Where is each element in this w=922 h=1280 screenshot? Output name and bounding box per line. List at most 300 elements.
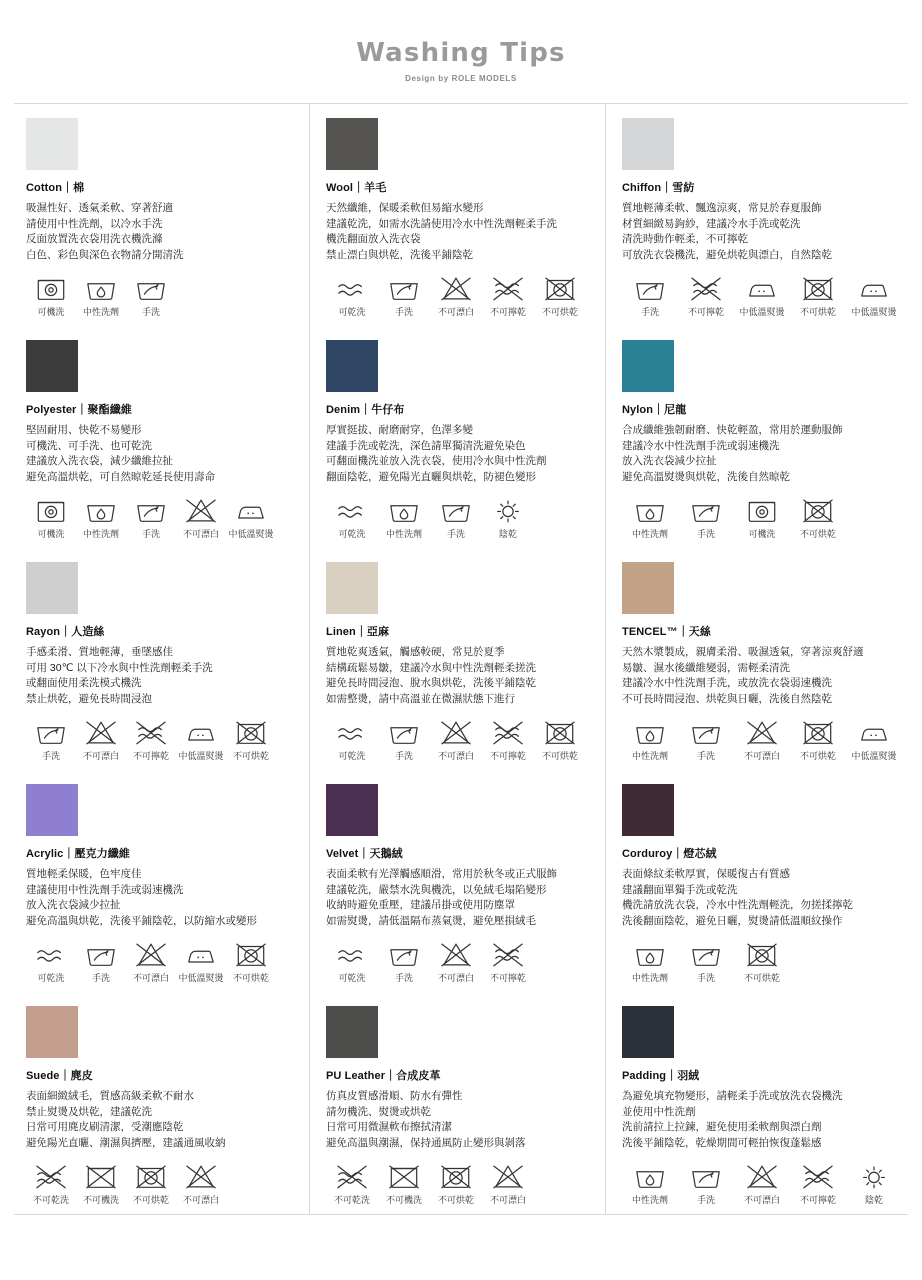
dry-clean-icon <box>336 719 368 746</box>
no-bleach-icon <box>185 1163 217 1190</box>
care-symbol-row <box>622 719 902 762</box>
care-symbol-label: 不可乾洗 <box>333 1195 370 1205</box>
fabric-card <box>326 548 595 770</box>
fabric-description <box>26 867 299 929</box>
description-line: 避免高溫與烘乾，洗後平鋪陰乾，以防縮水或變形 <box>26 914 257 927</box>
care-symbol-label: 不可烘乾 <box>132 1195 169 1205</box>
fabric-description <box>326 1089 595 1151</box>
care-symbol-label: 不可烘乾 <box>232 973 269 983</box>
fabric-description <box>326 645 595 707</box>
care-symbol-label: 不可烘乾 <box>541 307 578 317</box>
no-bleach-icon <box>85 719 117 746</box>
care-symbol-label: 不可擰乾 <box>489 751 526 761</box>
neutral-detergent-icon <box>634 719 666 746</box>
care-symbol-label: 中低溫熨燙 <box>851 307 897 317</box>
description-line: 建議放入洗衣袋，減少纖維拉扯 <box>26 455 173 467</box>
hand-wash-icon <box>634 275 666 302</box>
care-symbol-row <box>26 275 299 318</box>
description-line: 仿真皮質感滑順、防水有彈性 <box>326 1090 463 1102</box>
description-line: 避免陽光直曬、潮濕與擠壓，建議通風收納 <box>26 1136 226 1149</box>
fabric-swatch <box>26 340 78 392</box>
care-symbol-row <box>622 497 902 540</box>
no-bleach-icon <box>185 497 217 524</box>
fabric-description <box>26 1089 299 1151</box>
dry-clean-icon <box>336 941 368 968</box>
care-symbol-label: 不可乾洗 <box>32 1195 69 1205</box>
fabric-swatch <box>622 1006 674 1058</box>
no-machine-wash-icon <box>388 1163 420 1190</box>
description-line: 避免高溫烘乾，可自然晾乾延長使用壽命 <box>26 470 215 483</box>
care-symbol-row <box>26 941 299 984</box>
description-line: 洗後翻面陰乾，避免日曬，熨燙請低溫順紋操作 <box>622 914 843 927</box>
no-bleach-icon <box>440 275 472 302</box>
care-symbol-row <box>622 1163 902 1206</box>
no-tumble-icon <box>235 941 267 968</box>
care-symbol-label: 中低溫熨燙 <box>851 751 897 761</box>
care-symbol-label: 中性洗劑 <box>385 529 422 539</box>
fabric-description <box>26 201 299 263</box>
description-line: 手感柔滑、質地輕薄，垂墜感佳 <box>26 646 173 658</box>
fabric-name: Polyester｜聚酯纖維 <box>26 404 132 416</box>
fabric-swatch <box>26 118 78 170</box>
description-line: 建議冷水中性洗劑手洗，或放洗衣袋弱速機洗 <box>622 677 832 689</box>
care-symbol-label: 手洗 <box>696 973 715 983</box>
fabric-column-3 <box>606 104 908 1214</box>
no-tumble-icon <box>544 275 576 302</box>
description-line: 反面放置洗衣袋用洗衣機洗滌 <box>26 233 163 245</box>
care-symbol-label: 手洗 <box>640 307 659 317</box>
description-line: 如需整燙，請中高溫並在微濕狀態下進行 <box>326 692 515 705</box>
fabric-card <box>326 770 595 992</box>
care-symbol-label: 不可擰乾 <box>489 307 526 317</box>
description-line: 可放洗衣袋機洗，避免烘乾與漂白，自然陰乾 <box>622 248 832 261</box>
no-tumble-icon <box>135 1163 167 1190</box>
no-wring-icon <box>492 719 524 746</box>
care-symbol <box>378 941 430 984</box>
care-symbol <box>430 497 482 540</box>
care-symbol <box>790 1163 846 1206</box>
fabric-card <box>622 548 902 770</box>
care-symbol-label: 中性洗劑 <box>82 529 119 539</box>
iron-low-icon <box>858 275 890 302</box>
neutral-detergent-icon <box>388 497 420 524</box>
care-symbol <box>734 275 790 318</box>
description-line: 吸濕性好、透氣柔軟、穿著舒適 <box>26 202 173 214</box>
machine-wash-icon <box>35 275 67 302</box>
no-machine-wash-icon <box>85 1163 117 1190</box>
care-symbol <box>846 275 902 318</box>
shade-dry-icon <box>858 1163 890 1190</box>
fabric-card <box>622 104 902 326</box>
care-symbol-label: 手洗 <box>696 751 715 761</box>
fabric-description <box>26 645 299 707</box>
description-line: 厚實挺拔、耐磨耐穿，色澤多變 <box>326 424 473 436</box>
fabric-name: Velvet｜天鵝絨 <box>326 848 403 860</box>
care-symbol-label: 不可漂白 <box>437 307 474 317</box>
care-symbol <box>622 1163 678 1206</box>
care-symbol <box>790 275 846 318</box>
care-symbol <box>622 497 678 540</box>
fabric-card <box>326 104 595 326</box>
fabric-card <box>326 992 595 1214</box>
description-line: 表面柔軟有光澤觸感順滑，常用於秋冬或正式服飾 <box>326 868 557 880</box>
description-line: 白色、彩色與深色衣物請分開清洗 <box>26 248 184 261</box>
care-symbol <box>176 497 226 540</box>
care-symbol-label: 手洗 <box>696 1195 715 1205</box>
care-symbol <box>790 719 846 762</box>
care-symbol <box>176 1163 226 1206</box>
care-symbol-label: 手洗 <box>696 529 715 539</box>
description-line: 為避免填充物變形，請輕柔手洗或放洗衣袋機洗 <box>622 1090 843 1102</box>
care-symbol-label: 不可擰乾 <box>687 307 724 317</box>
no-bleach-icon <box>135 941 167 968</box>
fabric-swatch <box>326 118 378 170</box>
care-symbol-label: 中性洗劑 <box>631 529 668 539</box>
care-symbol-label: 手洗 <box>446 529 465 539</box>
care-symbol <box>126 497 176 540</box>
care-symbol-label: 可機洗 <box>37 529 65 539</box>
fabric-name: Denim｜牛仔布 <box>326 404 405 416</box>
hand-wash-icon <box>388 719 420 746</box>
description-line: 結構疏鬆易皺，建議冷水與中性洗劑輕柔搓洗 <box>326 661 536 674</box>
care-symbol-label: 手洗 <box>41 751 60 761</box>
fabric-swatch <box>326 784 378 836</box>
fabric-swatch <box>326 562 378 614</box>
hand-wash-icon <box>690 1163 722 1190</box>
care-symbol <box>482 1163 534 1206</box>
fabric-name: Linen｜亞麻 <box>326 626 390 638</box>
page-subtitle: Design by ROLE MODELS <box>405 74 517 83</box>
description-line: 洗前請拉上拉鍊，避免使用柔軟劑與漂白劑 <box>622 1121 822 1133</box>
iron-low-icon <box>746 275 778 302</box>
description-line: 表面細緻絨毛，質感高級柔軟不耐水 <box>26 1090 194 1102</box>
care-symbol-row <box>622 275 902 318</box>
fabric-card <box>26 770 299 992</box>
care-symbol-label: 手洗 <box>394 307 413 317</box>
care-symbol-row <box>326 719 595 762</box>
care-symbol <box>622 275 678 318</box>
description-line: 放入洗衣袋減少拉扯 <box>26 899 121 911</box>
description-line: 建議翻面單獨手洗或乾洗 <box>622 883 738 896</box>
care-symbol-label: 手洗 <box>91 973 110 983</box>
care-symbol-label: 不可擰乾 <box>489 973 526 983</box>
iron-low-icon <box>185 719 217 746</box>
neutral-detergent-icon <box>634 941 666 968</box>
dry-clean-icon <box>336 275 368 302</box>
description-line: 機洗請放洗衣袋，冷水中性洗劑輕洗，勿搓揉擰乾 <box>622 899 853 911</box>
care-symbol <box>790 497 846 540</box>
care-symbol <box>734 941 790 984</box>
neutral-detergent-icon <box>85 497 117 524</box>
fabric-name: Acrylic｜壓克力纖維 <box>26 848 130 860</box>
no-bleach-icon <box>440 719 472 746</box>
neutral-detergent-icon <box>634 1163 666 1190</box>
care-symbol <box>534 275 586 318</box>
description-line: 可機洗、可手洗、也可乾洗 <box>26 439 152 452</box>
fabric-swatch <box>622 784 674 836</box>
description-line: 機洗翻面放入洗衣袋 <box>326 233 421 245</box>
care-symbol <box>678 719 734 762</box>
care-symbol <box>378 719 430 762</box>
hand-wash-icon <box>135 275 167 302</box>
care-symbol <box>846 1163 902 1206</box>
hand-wash-icon <box>388 275 420 302</box>
fabric-name: Suede｜麂皮 <box>26 1070 93 1082</box>
fabric-grid <box>14 103 908 1215</box>
fabric-name: Cotton｜棉 <box>26 182 85 194</box>
care-symbol <box>226 719 276 762</box>
description-line: 合成纖維強韌耐磨、快乾輕盈，常用於運動服飾 <box>622 424 843 436</box>
fabric-card <box>26 992 299 1214</box>
no-wring-icon <box>492 275 524 302</box>
care-symbol-label: 中低溫熨燙 <box>228 529 274 539</box>
care-symbol-label: 陰乾 <box>498 529 517 539</box>
description-line: 翻面陰乾，避免陽光直曬與烘乾，防褪色變形 <box>326 470 536 483</box>
care-symbol-label: 不可烘乾 <box>799 751 836 761</box>
fabric-name: Corduroy｜燈芯絨 <box>622 848 717 860</box>
fabric-name: Chiffon｜雪紡 <box>622 182 695 194</box>
neutral-detergent-icon <box>634 497 666 524</box>
fabric-name: Wool｜羊毛 <box>326 182 387 194</box>
description-line: 建議乾洗，如需水洗請使用冷水中性洗劑輕柔手洗 <box>326 217 557 230</box>
care-symbol-label: 不可漂白 <box>82 751 119 761</box>
care-symbol-row <box>326 497 595 540</box>
fabric-description <box>26 423 299 485</box>
care-symbol-label: 手洗 <box>141 307 160 317</box>
description-line: 可翻面機洗並放入洗衣袋，使用冷水與中性洗劑 <box>326 455 547 467</box>
fabric-column-2 <box>310 104 606 1214</box>
care-symbol <box>26 497 76 540</box>
fabric-name: PU Leather｜合成皮革 <box>326 1070 441 1082</box>
no-bleach-icon <box>746 1163 778 1190</box>
fabric-card <box>26 326 299 548</box>
fabric-description <box>622 423 902 485</box>
care-symbol <box>734 497 790 540</box>
description-line: 材質細緻易鉤紗，建議冷水手洗或乾洗 <box>622 217 801 230</box>
care-symbol <box>126 941 176 984</box>
care-symbol-row <box>26 497 299 540</box>
hand-wash-icon <box>35 719 67 746</box>
care-symbol-label: 中低溫熨燙 <box>739 307 785 317</box>
care-symbol <box>846 719 902 762</box>
no-bleach-icon <box>440 941 472 968</box>
fabric-name: Rayon｜人造絲 <box>26 626 105 638</box>
description-line: 避免長時間浸泡、脫水與烘乾，洗後平鋪陰乾 <box>326 677 536 689</box>
care-symbol <box>678 275 734 318</box>
fabric-description <box>326 201 595 263</box>
care-symbol-label: 不可擰乾 <box>799 1195 836 1205</box>
fabric-swatch <box>622 118 674 170</box>
care-symbol <box>482 275 534 318</box>
care-symbol <box>482 497 534 540</box>
care-symbol <box>430 941 482 984</box>
description-line: 日常可用麂皮刷清潔，受潮應陰乾 <box>26 1121 184 1133</box>
care-symbol <box>126 275 176 318</box>
dry-clean-icon <box>35 941 67 968</box>
care-symbol <box>76 941 126 984</box>
description-line: 清洗時動作輕柔，不可擰乾 <box>622 233 748 245</box>
fabric-swatch <box>26 1006 78 1058</box>
care-symbol <box>26 941 76 984</box>
description-line: 建議冷水中性洗劑手洗或弱速機洗 <box>622 439 780 452</box>
no-tumble-icon <box>802 275 834 302</box>
care-symbol <box>482 941 534 984</box>
description-line: 收納時避免重壓，建議吊掛或使用防塵罩 <box>326 899 515 911</box>
care-symbol <box>326 1163 378 1206</box>
fabric-description <box>622 201 902 263</box>
care-symbol-row <box>622 941 902 984</box>
description-line: 堅固耐用、快乾不易變形 <box>26 424 142 436</box>
no-tumble-icon <box>440 1163 472 1190</box>
care-symbol <box>622 719 678 762</box>
care-symbol-label: 可乾洗 <box>338 973 366 983</box>
description-line: 建議乾洗，嚴禁水洗與機洗，以免絨毛塌陷變形 <box>326 883 547 896</box>
fabric-swatch <box>326 1006 378 1058</box>
care-symbol-row <box>326 941 595 984</box>
fabric-description <box>622 1089 902 1151</box>
care-symbol-label: 可機洗 <box>37 307 65 317</box>
care-symbol-row <box>26 1163 299 1206</box>
hand-wash-icon <box>135 497 167 524</box>
description-line: 可用 30℃ 以下冷水與中性洗劑輕柔手洗 <box>26 661 213 674</box>
no-bleach-icon <box>746 719 778 746</box>
fabric-card <box>326 326 595 548</box>
fabric-card <box>622 770 902 992</box>
fabric-name: TENCEL™｜天絲 <box>622 626 711 638</box>
care-symbol-label: 不可漂白 <box>437 973 474 983</box>
hand-wash-icon <box>85 941 117 968</box>
fabric-name: Nylon｜尼龍 <box>622 404 687 416</box>
care-symbol-label: 不可機洗 <box>82 1195 119 1205</box>
care-symbol-label: 不可漂白 <box>743 1195 780 1205</box>
care-symbol <box>534 719 586 762</box>
dry-clean-icon <box>336 497 368 524</box>
care-symbol-label: 手洗 <box>394 973 413 983</box>
machine-wash-icon <box>746 497 778 524</box>
fabric-swatch <box>622 340 674 392</box>
description-line: 建議手洗或乾洗，深色請單獨清洗避免染色 <box>326 439 526 452</box>
no-tumble-icon <box>802 497 834 524</box>
care-symbol-label: 手洗 <box>394 751 413 761</box>
fabric-swatch <box>622 562 674 614</box>
care-symbol-label: 中性洗劑 <box>631 1195 668 1205</box>
care-symbol-label: 不可漂白 <box>182 1195 219 1205</box>
description-line: 表面條紋柔軟厚實，保暖復古有質感 <box>622 868 790 880</box>
fabric-card <box>622 326 902 548</box>
fabric-name: Padding｜羽絨 <box>622 1070 700 1082</box>
care-symbol <box>378 275 430 318</box>
care-symbol <box>482 719 534 762</box>
care-symbol <box>76 719 126 762</box>
no-dry-clean-icon <box>35 1163 67 1190</box>
care-symbol <box>326 719 378 762</box>
description-line: 天然纖維，保暖柔軟但易縮水變形 <box>326 202 484 214</box>
care-symbol-label: 不可漂白 <box>132 973 169 983</box>
care-symbol-label: 可乾洗 <box>338 751 366 761</box>
description-line: 如需熨燙，請低溫隔布蒸氣燙，避免壓損絨毛 <box>326 914 536 927</box>
care-symbol-label: 不可擰乾 <box>132 751 169 761</box>
care-symbol <box>378 497 430 540</box>
care-symbol-label: 不可漂白 <box>437 751 474 761</box>
care-symbol <box>734 1163 790 1206</box>
no-tumble-icon <box>802 719 834 746</box>
care-symbol-label: 陰乾 <box>864 1195 883 1205</box>
no-tumble-icon <box>235 719 267 746</box>
description-line: 避免高溫與潮濕，保持通風防止變形與剝落 <box>326 1136 526 1149</box>
description-line: 天然木漿製成，親膚柔滑、吸濕透氣，穿著涼爽舒適 <box>622 646 864 658</box>
fabric-card <box>622 992 902 1214</box>
fabric-card <box>26 548 299 770</box>
fabric-swatch <box>26 784 78 836</box>
hand-wash-icon <box>690 497 722 524</box>
care-symbol-label: 不可烘乾 <box>799 529 836 539</box>
hand-wash-icon <box>690 719 722 746</box>
care-symbol <box>26 1163 76 1206</box>
care-symbol-label: 可乾洗 <box>338 529 366 539</box>
hand-wash-icon <box>388 941 420 968</box>
no-tumble-icon <box>544 719 576 746</box>
care-symbol <box>378 1163 430 1206</box>
fabric-description <box>622 645 902 707</box>
hand-wash-icon <box>690 941 722 968</box>
care-symbol-label: 不可漂白 <box>743 751 780 761</box>
care-symbol-label: 不可烘乾 <box>437 1195 474 1205</box>
care-symbol-label: 中性洗劑 <box>82 307 119 317</box>
care-symbol-row <box>26 719 299 762</box>
description-line: 質地輕柔保暖，色牢度佳 <box>26 868 142 880</box>
iron-low-icon <box>235 497 267 524</box>
description-line: 禁止熨燙及烘乾，建議乾洗 <box>26 1105 152 1118</box>
description-line: 禁止漂白與烘乾，洗後平鋪陰乾 <box>326 248 473 261</box>
neutral-detergent-icon <box>85 275 117 302</box>
description-line: 禁止烘乾，避免長時間浸泡 <box>26 692 152 705</box>
hand-wash-icon <box>440 497 472 524</box>
care-symbol <box>326 275 378 318</box>
care-symbol <box>678 941 734 984</box>
care-symbol-label: 中性洗劑 <box>631 973 668 983</box>
description-line: 日常可用微濕軟布擦拭清潔 <box>326 1121 452 1133</box>
care-symbol <box>176 941 226 984</box>
description-line: 質地乾爽透氣，觸感較硬，常見於夏季 <box>326 646 505 658</box>
care-symbol-label: 不可漂白 <box>182 529 219 539</box>
no-wring-icon <box>802 1163 834 1190</box>
fabric-description <box>326 867 595 929</box>
description-line: 易皺、濕水後纖維變弱，需輕柔清洗 <box>622 661 790 674</box>
no-wring-icon <box>690 275 722 302</box>
care-symbol-label: 手洗 <box>141 529 160 539</box>
care-symbol-label: 不可烘乾 <box>232 751 269 761</box>
care-symbol <box>326 497 378 540</box>
care-symbol <box>226 941 276 984</box>
care-symbol <box>226 497 276 540</box>
care-symbol-row <box>326 275 595 318</box>
care-symbol-label: 不可烘乾 <box>799 307 836 317</box>
care-symbol-label: 中性洗劑 <box>631 751 668 761</box>
no-bleach-icon <box>492 1163 524 1190</box>
care-symbol <box>76 497 126 540</box>
description-line: 請使用中性洗劑，以冷水手洗 <box>26 217 163 230</box>
iron-low-icon <box>858 719 890 746</box>
care-symbol <box>76 275 126 318</box>
machine-wash-icon <box>35 497 67 524</box>
description-line: 並使用中性洗劑 <box>622 1105 696 1118</box>
care-symbol <box>734 719 790 762</box>
care-symbol <box>76 1163 126 1206</box>
page-title: Washing Tips <box>356 38 566 68</box>
no-wring-icon <box>135 719 167 746</box>
care-symbol <box>430 1163 482 1206</box>
iron-low-icon <box>185 941 217 968</box>
